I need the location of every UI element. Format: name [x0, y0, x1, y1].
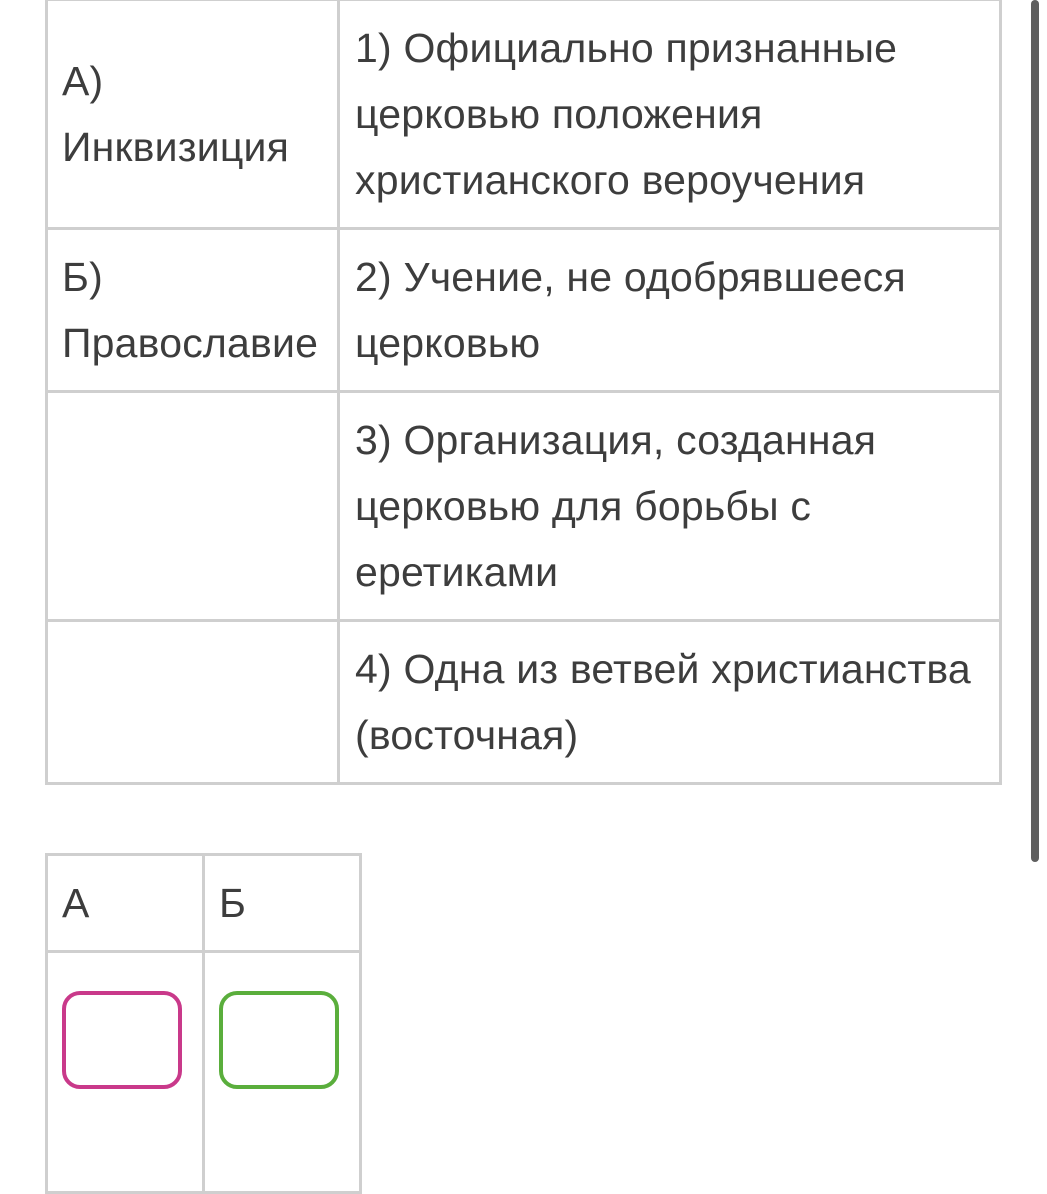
- matching-table: [45, 0, 1002, 785]
- empty-term-cell: [47, 392, 339, 621]
- definition-cell: 4) Одна из ветвей христианства (восточная): [339, 621, 1001, 784]
- definition-cell: 2) Учение, не одобрявшееся церковью: [339, 229, 1001, 392]
- answer-header-row: [47, 855, 361, 952]
- answer-table: [45, 853, 362, 1194]
- table-row: [47, 229, 1001, 392]
- term-text: Православие: [62, 320, 319, 366]
- answer-input-row: [47, 952, 361, 1193]
- answer-cell-a: [47, 952, 204, 1193]
- answer-input-b[interactable]: [219, 991, 339, 1089]
- table-row: [47, 392, 1001, 621]
- table-row: [47, 621, 1001, 784]
- table-row: [47, 0, 1001, 229]
- empty-term-cell: [47, 621, 339, 784]
- answer-input-a[interactable]: [62, 991, 182, 1089]
- definition-cell: 1) Официально признанные церковью положения христианского вероучения: [339, 0, 1001, 229]
- answer-header-a: А: [47, 855, 204, 952]
- term-letter: А): [62, 58, 104, 104]
- term-cell: [47, 0, 339, 229]
- term-letter: Б): [62, 254, 103, 300]
- term-cell: [47, 229, 339, 392]
- vertical-scrollbar[interactable]: [1031, 0, 1039, 862]
- answer-header-b: Б: [204, 855, 361, 952]
- definition-cell: 3) Организация, созданная церковью для борьбы с еретиками: [339, 392, 1001, 621]
- term-text: Инквизиция: [62, 124, 290, 170]
- answer-cell-b: [204, 952, 361, 1193]
